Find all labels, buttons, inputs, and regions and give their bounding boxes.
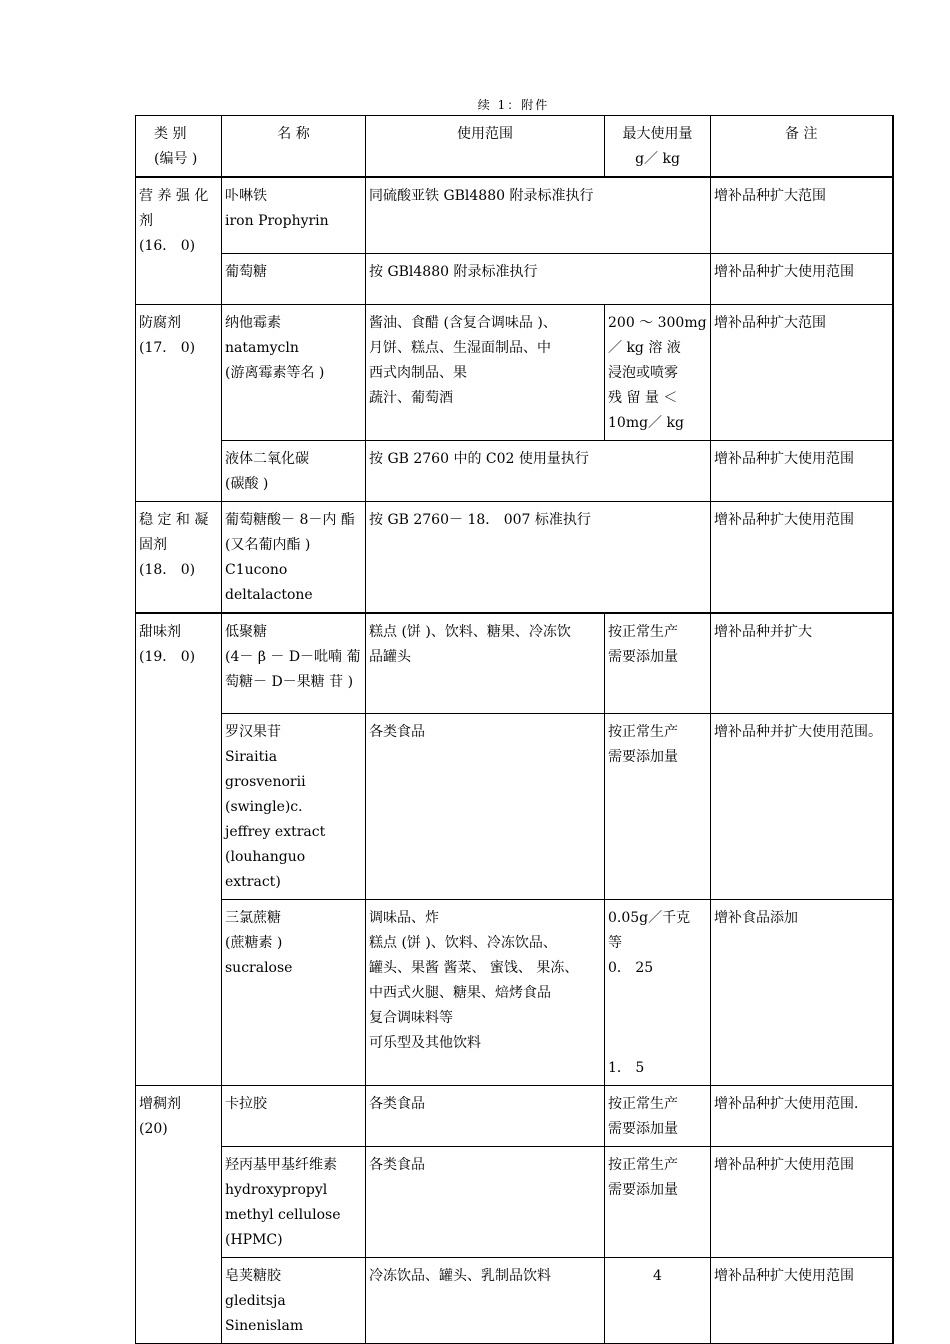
note-cell: 增补品种扩大使用范围 [711, 1258, 893, 1344]
table-row [136, 1086, 893, 1147]
header-note: 备 注 [711, 116, 893, 178]
note-cell: 增补品种扩大范围 [711, 177, 893, 253]
note-cell: 增补品种并扩大使用范围。 [711, 714, 893, 900]
name-cell: 液体二氧化碳 (碳酸 ) [222, 440, 366, 501]
max-dose-cell: 4 [605, 1258, 711, 1344]
table-row [136, 304, 893, 440]
table-caption: 续 1：附件 [477, 98, 550, 112]
category-cell: 稳 定 和 凝固剂 (18． 0) [136, 501, 222, 613]
max-dose-cell: 按正常生产 需要添加量 [605, 1147, 711, 1258]
scope-cell: 酱油、食醋 (含复合调味品 )、 月饼、糕点、生湿面制品、中 西式肉制品、果 蔬汁、葡萄酒 [366, 304, 605, 440]
scope-cell: 按 GBl4880 附录标准执行 [366, 253, 711, 304]
scope-cell: 各类食品 [366, 1147, 605, 1258]
note-cell: 增补品种并扩大 [711, 613, 893, 714]
note-cell: 增补品种扩大使用范围 [711, 440, 893, 501]
name-cell: 低聚糖 (4－ β － D－吡喃 葡萄糖－ D－果糖 苷 ) [222, 613, 366, 714]
scope-cell: 冷冻饮品、罐头、乳制品饮料 [366, 1258, 605, 1344]
header-max-dose: 最大使用量 g／ kg [605, 116, 711, 178]
table-row [136, 440, 893, 501]
table-row [136, 900, 893, 1086]
header-name: 名 称 [222, 116, 366, 178]
note-cell: 增补品种扩大范围 [711, 304, 893, 440]
table-row [136, 253, 893, 304]
table-row [136, 177, 893, 253]
max-dose-cell: 按正常生产 需要添加量 [605, 714, 711, 900]
max-dose-cell: 按正常生产 需要添加量 [605, 613, 711, 714]
name-cell: 葡萄糖酸－ 8－内 酯 (又名葡内酯 ) C1ucono deltalactone [222, 501, 366, 613]
header-scope: 使用范围 [366, 116, 605, 178]
scope-cell: 各类食品 [366, 1086, 605, 1147]
category-cell: 增稠剂 (20) [136, 1086, 222, 1344]
max-dose-cell: 200 ～ 300mg ／ kg 溶 液 浸泡或喷雾 残 留 量 ＜ 10mg／ kg [605, 304, 711, 440]
scope-cell: 按 GB 2760 中的 C02 使用量执行 [366, 440, 711, 501]
name-cell: 葡萄糖 [222, 253, 366, 304]
name-cell: 纳他霉素 natamycln (游离霉素等名 ) [222, 304, 366, 440]
name-cell: 卟啉铁 iron Prophyrin [222, 177, 366, 253]
scope-cell: 按 GB 2760－ 18． 007 标准执行 [366, 501, 711, 613]
header-category: 类 别 (编号 ) [136, 116, 222, 178]
note-cell: 增补品种扩大使用范围 [711, 501, 893, 613]
category-cell: 防腐剂 (17． 0) [136, 304, 222, 501]
table-row [136, 714, 893, 900]
name-cell: 三氯蔗糖 (蔗糖素 ) sucralose [222, 900, 366, 1086]
table-row [136, 501, 893, 613]
category-cell: 甜味剂 (19． 0) [136, 613, 222, 1086]
max-dose-cell: 0.05g／千克 等 0． 25 1． 5 [605, 900, 711, 1086]
name-cell: 卡拉胶 [222, 1086, 366, 1147]
name-cell: 皂荚糖胶 gleditsja Sinenislam [222, 1258, 366, 1344]
max-dose-cell: 按正常生产 需要添加量 [605, 1086, 711, 1147]
table-row [136, 613, 893, 714]
scope-cell: 调味品、炸 糕点 (饼 )、饮料、冷冻饮品、 罐头、果酱 酱菜、 蜜饯、 果冻、 中西式火腿、糖果、焙烤食品 复合调味料等 可乐型及其他饮料 [366, 900, 605, 1086]
note-cell: 增补品种扩大使用范围 [711, 1147, 893, 1258]
additives-table [135, 115, 894, 1344]
category-cell: 营 养 强 化剂 (16． 0) [136, 177, 222, 304]
table-row [136, 1258, 893, 1344]
note-cell: 增补品种扩大使用范围． [711, 1086, 893, 1147]
note-cell: 增补食品添加 [711, 900, 893, 1086]
note-cell: 增补品种扩大使用范围 [711, 253, 893, 304]
table-row [136, 1147, 893, 1258]
scope-cell: 糕点 (饼 )、饮料、糖果、冷冻饮 品罐头 [366, 613, 605, 714]
name-cell: 罗汉果苷 Siraitia grosvenorii (swingle)c． jeffrey extract (louhanguo extract) [222, 714, 366, 900]
scope-cell: 同硫酸亚铁 GBl4880 附录标准执行 [366, 177, 711, 253]
name-cell: 羟丙基甲基纤维素 hydroxypropyl methyl cellulose (HPMC) [222, 1147, 366, 1258]
table-header-row [136, 116, 893, 178]
scope-cell: 各类食品 [366, 714, 605, 900]
